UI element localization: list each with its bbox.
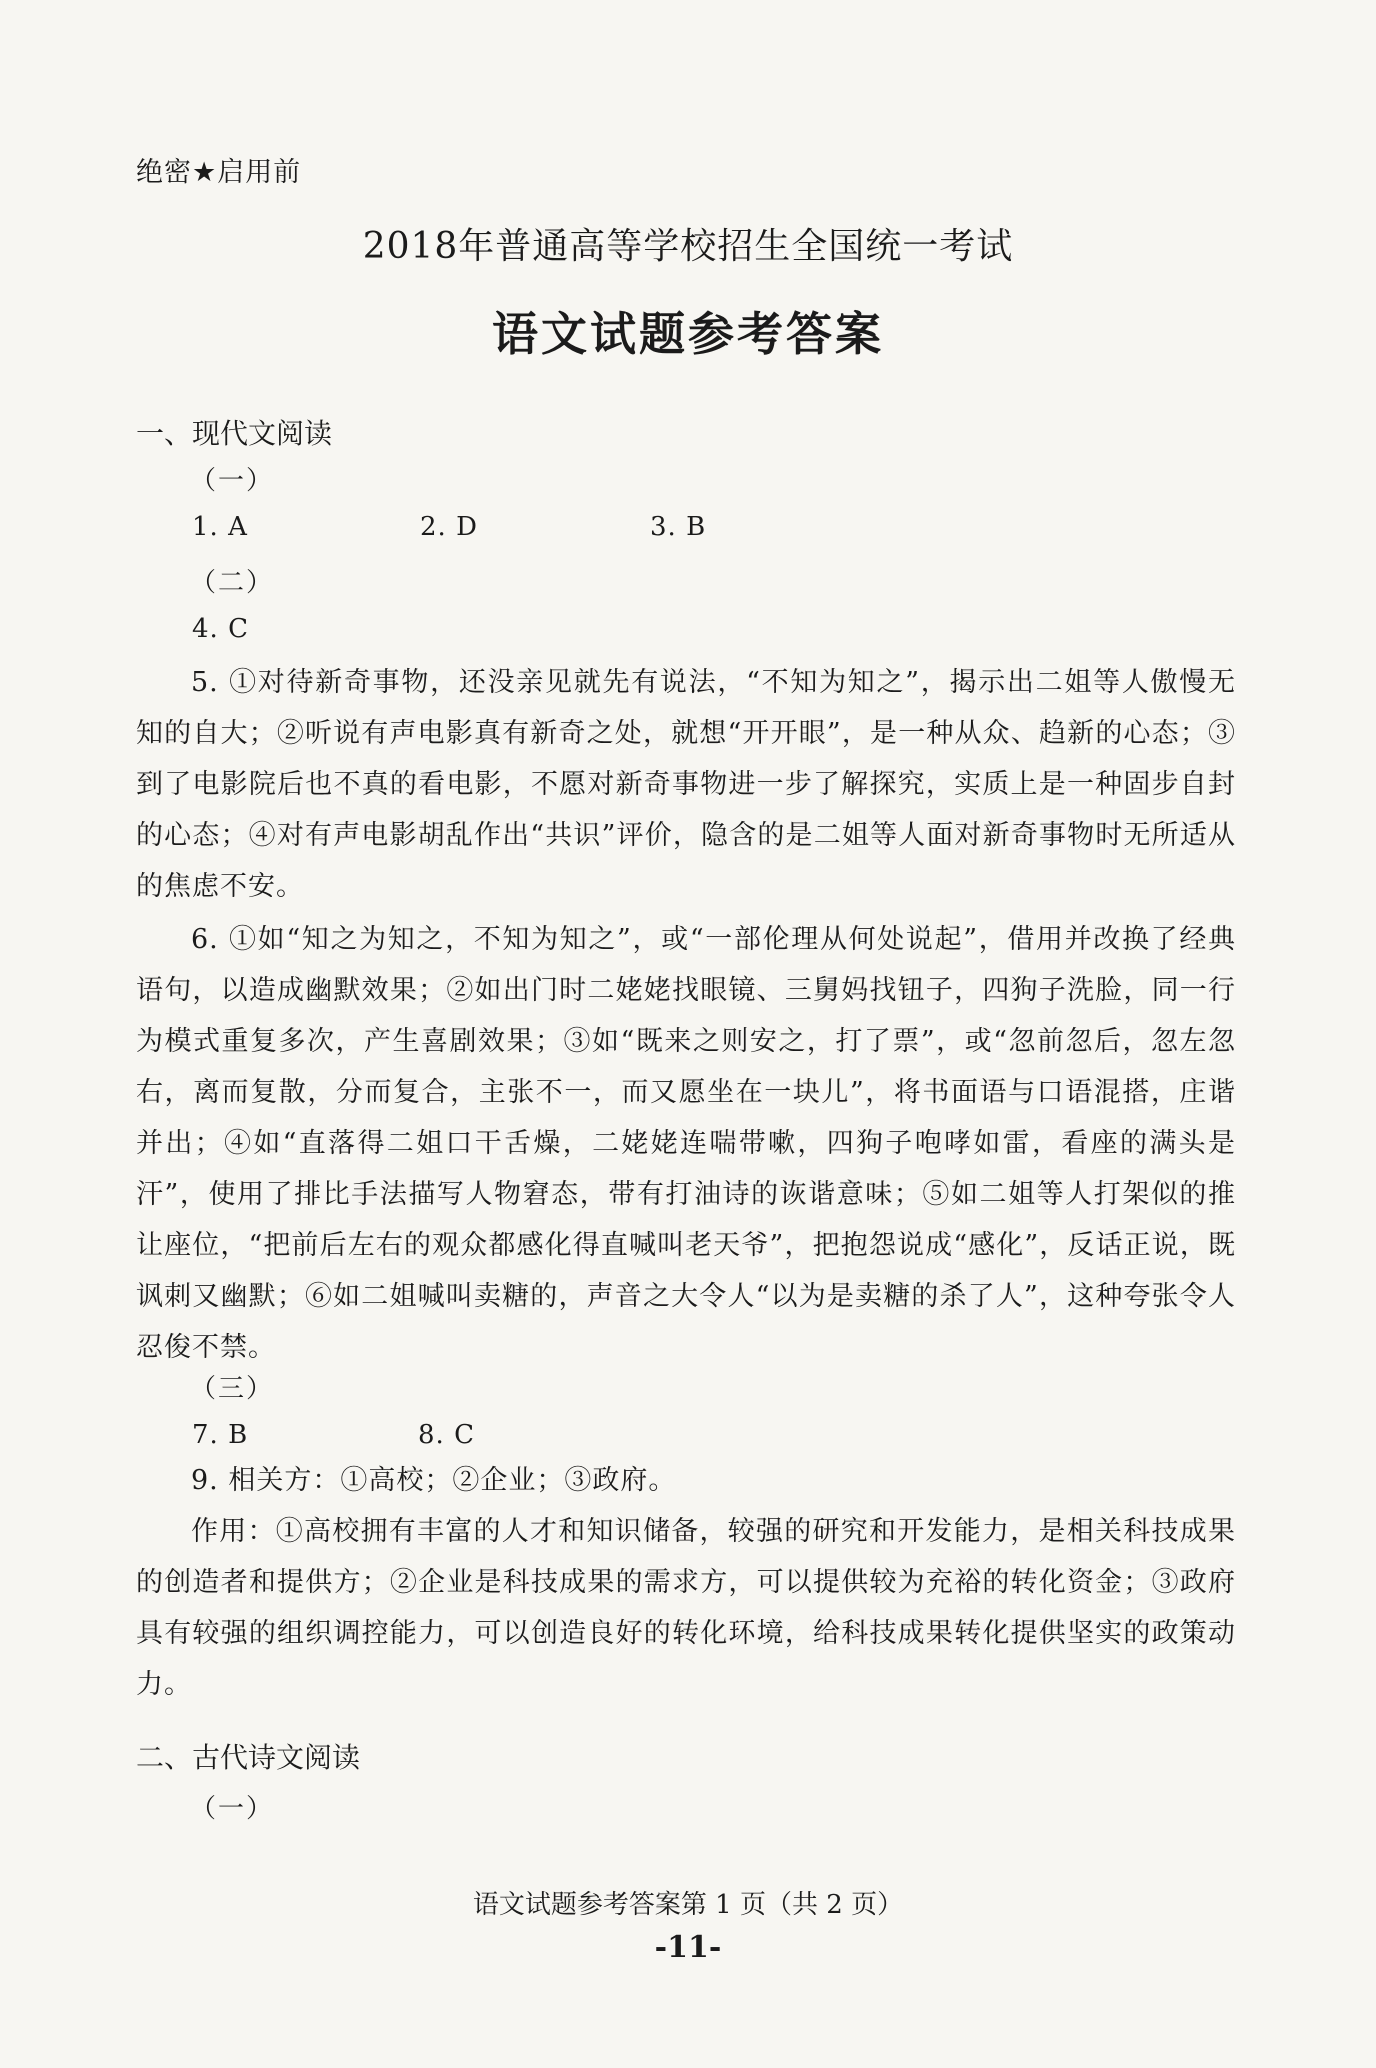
answer-q4: 4. C: [192, 614, 249, 644]
answer-q3: 3. B: [650, 512, 707, 542]
answer-q2: 2. D: [420, 512, 478, 542]
page-caption: 语文试题参考答案第 1 页（共 2 页）: [472, 1890, 904, 1920]
part-2-label: （二）: [190, 568, 275, 598]
confidential-label: 绝密★启用前: [136, 157, 302, 188]
answer-q6: 6. ①如“知之为知之，不知为知之”，或“一部伦理从何处说起”，借用并改换了经典语句，以造成幽默效果；②如出门时二姥姥找眼镜、三舅妈找钮子，四狗子洗脸，同一行为模式重复多次，产生喜剧效果；③如“既来之则安之，打了票”，或“忽前忽后，忽左忽右，离而复散，分而复合，主张不一，而又愿坐在一块儿”，将书面语与口语混搭，庄谐并出；④如“直落得二姐口干舌燥，二姥姥连喘带嗽，四狗子咆哮如雷，看座的满头是汗”，使用了排比手法描写人物窘态，带有打油诗的诙谐意味；⑤如二姐等人打架似的推让座位，“把前后左右的观众都感化得直喊叫老天爷”，把抱怨说成“感化”，反话正说，既讽刺又幽默；⑥如二姐喊叫卖糖的，声音之大令人“以为是卖糖的杀了人”，这种夸张令人忍俊不禁。: [136, 924, 1236, 1363]
section2-part-1-label: （一）: [190, 1794, 275, 1824]
exam-title: 2018年普通高等学校招生全国统一考试: [362, 226, 1014, 267]
section-modern-reading-title: 一、现代文阅读: [136, 417, 333, 450]
part-3-label: （三）: [190, 1374, 275, 1404]
answer-q1: 1. A: [192, 512, 248, 542]
answer-q7: 7. B: [192, 1420, 249, 1450]
document-title: 语文试题参考答案: [492, 307, 884, 361]
answer-q8: 8. C: [418, 1420, 475, 1450]
section-ancient-reading-title: 二、古代诗文阅读: [136, 1741, 361, 1774]
answer-q9-roles: 作用：①高校拥有丰富的人才和知识储备，较强的研究和开发能力，是相关科技成果的创造者和提供方；②企业是科技成果的需求方，可以提供较为充裕的转化资金；③政府具有较强的组织调控能力，可以创造良好的转化环境，给科技成果转化提供坚实的政策动力。: [136, 1516, 1236, 1700]
answer-q5: 5. ①对待新奇事物，还没亲见就先有说法，“不知为知之”，揭示出二姐等人傲慢无知的自大；②听说有声电影真有新奇之处，就想“开开眼”，是一种从众、趋新的心态；③到了电影院后也不真的看电影，不愿对新奇事物进一步了解探究，实质上是一种固步自封的心态；④对有声电影胡乱作出“共识”评价，隐含的是二姐等人面对新奇事物时无所适从的焦虑不安。: [136, 667, 1236, 902]
page-number: -11-: [654, 1930, 722, 1965]
part-1-label: （一）: [190, 466, 275, 496]
answer-q9-parties: 9. 相关方：①高校；②企业；③政府。: [191, 1465, 677, 1496]
